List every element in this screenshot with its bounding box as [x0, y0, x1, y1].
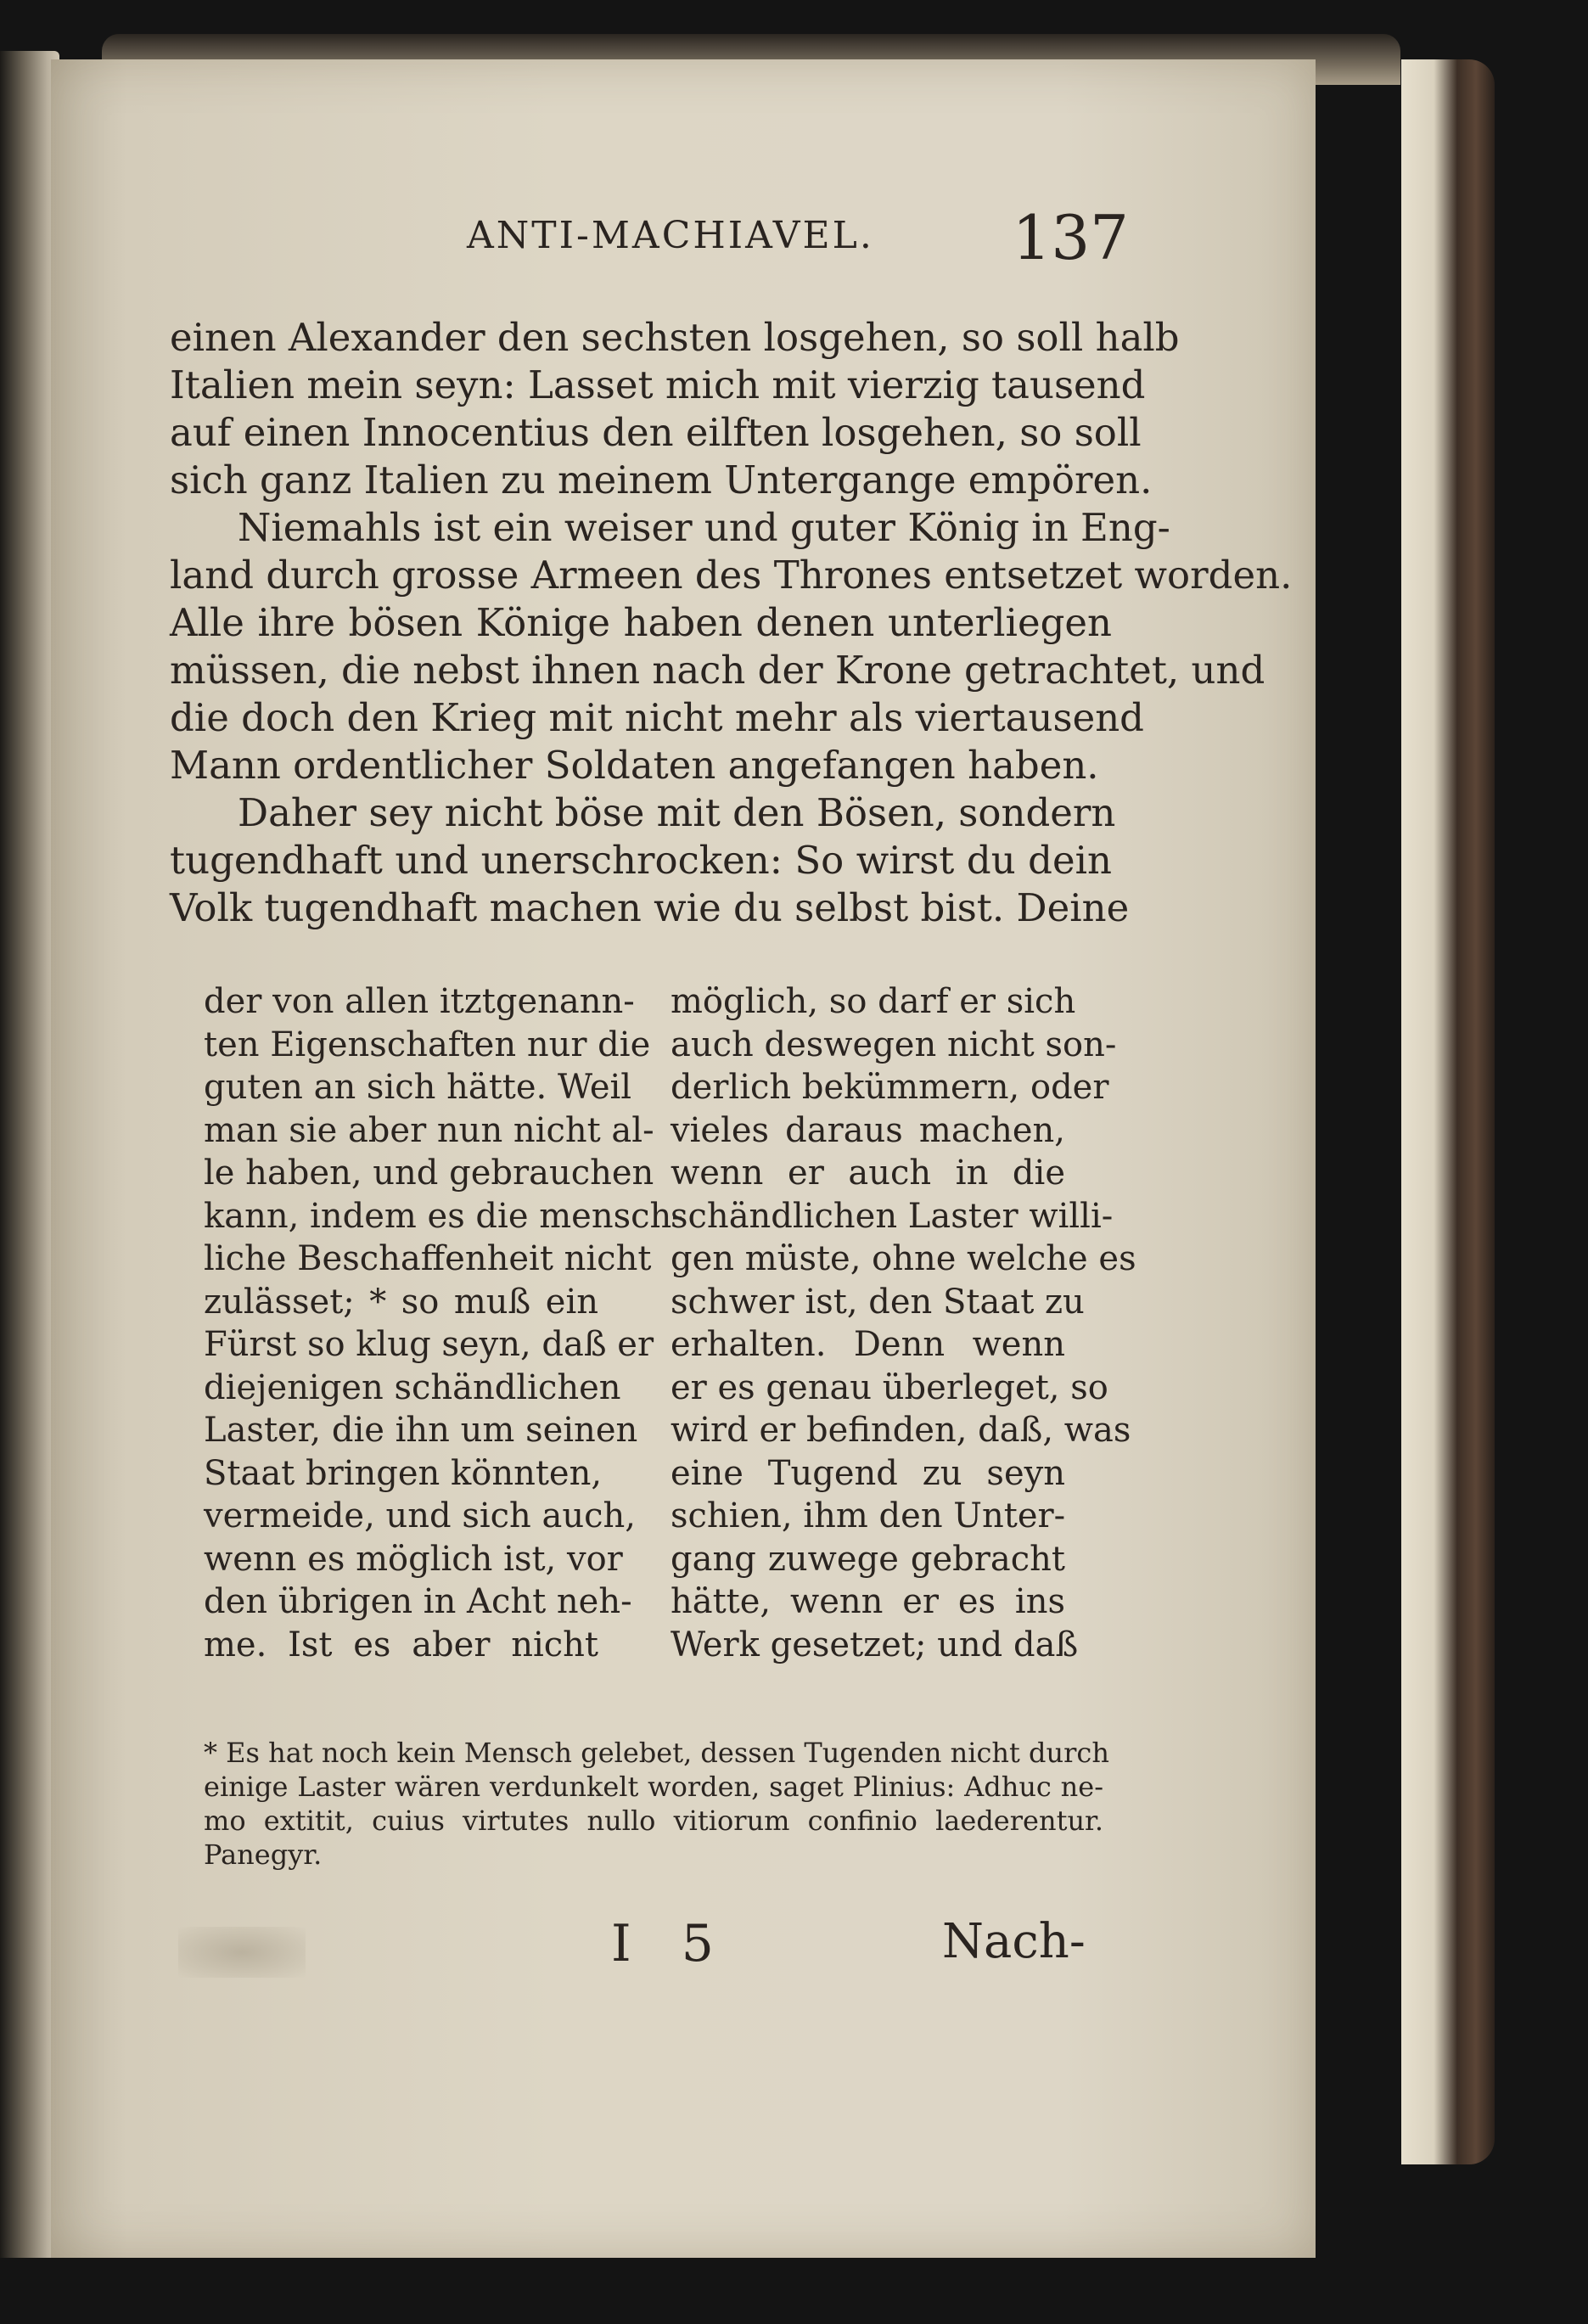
- column-line: diejenigen schändlichen: [204, 1367, 621, 1407]
- footnote-line: Panegyr.: [204, 1838, 323, 1871]
- right-column: [671, 980, 1136, 1666]
- column-line: vieles daraus machen,: [671, 1110, 1065, 1150]
- main-text-block: [170, 314, 1293, 932]
- column-line: eine Tugend zu seyn: [671, 1453, 1065, 1493]
- running-head: [416, 202, 1129, 278]
- column-line: Werk gesetzet; und daß: [671, 1625, 1079, 1664]
- column-line: wird er befinden, daß, was: [671, 1411, 1131, 1450]
- two-column-block: [204, 980, 1136, 1676]
- column-line: schändlichen Laster willi-: [671, 1196, 1114, 1236]
- column-line: möglich, so darf er sich: [671, 982, 1076, 1021]
- column-line: wenn es möglich ist, vor: [204, 1539, 623, 1579]
- book-page: [51, 59, 1316, 2258]
- footnote-line: einige Laster wären verdunkelt worden, saget Plinius: Adhuc ne-: [204, 1771, 1103, 1803]
- column-line: Fürst so klug seyn, daß er: [204, 1325, 654, 1364]
- column-line: me. Ist es aber nicht: [204, 1625, 598, 1664]
- text-line: land durch grosse Armeen des Thrones entsetzet worden.: [170, 553, 1293, 598]
- text-line: Italien mein seyn: Lasset mich mit vierzig tausend: [170, 362, 1146, 407]
- column-line: Laster, die ihn um seinen: [204, 1411, 638, 1450]
- text-line: müssen, die nebst ihnen nach der Krone getrachtet, und: [170, 648, 1265, 693]
- text-line: sich ganz Italien zu meinem Untergange empören.: [170, 458, 1153, 502]
- column-line: Staat bringen könnten,: [204, 1453, 603, 1493]
- column-line: ten Eigenschaften nur die: [204, 1024, 651, 1064]
- ink-smudge: [178, 1927, 306, 1978]
- column-line: kann, indem es die mensch-: [204, 1196, 683, 1236]
- column-line: erhalten. Denn wenn: [671, 1325, 1065, 1364]
- text-line: Alle ihre bösen Könige haben denen unterliegen: [170, 600, 1112, 645]
- column-line: le haben, und gebrauchen: [204, 1154, 654, 1193]
- column-line: vermeide, und sich auch,: [204, 1496, 637, 1535]
- column-line: der von allen itztgenann-: [204, 982, 635, 1021]
- column-line: er es genau überleget, so: [671, 1367, 1108, 1407]
- column-line: guten an sich hätte. Weil: [204, 1068, 632, 1107]
- column-line: auch deswegen nicht son-: [671, 1024, 1117, 1064]
- column-line: derlich bekümmern, oder: [671, 1068, 1109, 1107]
- text-line: Daher sey nicht böse mit den Bösen, sondern: [238, 790, 1116, 835]
- page-number: 137: [1012, 202, 1129, 273]
- footnote: [204, 1736, 1109, 1872]
- text-line: Volk tugendhaft machen wie du selbst bist. Deine: [170, 885, 1130, 930]
- footnote-line: * Es hat noch kein Mensch gelebet, dessen Tugenden nicht durch: [204, 1737, 1109, 1769]
- column-line: wenn er auch in die: [671, 1154, 1065, 1193]
- text-line: die doch den Krieg mit nicht mehr als viertausend: [170, 695, 1144, 740]
- column-line: zulässet; * so muß ein: [204, 1282, 598, 1322]
- column-line: den übrigen in Acht neh-: [204, 1582, 632, 1621]
- footnote-line: mo extitit, cuius virtutes nullo vitiorum confinio laederentur.: [204, 1805, 1103, 1837]
- left-column: [204, 980, 683, 1666]
- text-line: auf einen Innocentius den eilften losgehen, so soll: [170, 410, 1142, 455]
- catchword: Nach-: [942, 1914, 1086, 1969]
- book-cover-spine: [1401, 59, 1495, 2164]
- column-line: liche Beschaffenheit nicht: [204, 1239, 652, 1278]
- column-line: schien, ihm den Unter-: [671, 1496, 1066, 1535]
- text-line: Mann ordentlicher Soldaten angefangen haben.: [170, 743, 1099, 788]
- signature-mark: I 5: [611, 1914, 731, 1973]
- running-title: ANTI-MACHIAVEL.: [467, 214, 874, 257]
- column-line: hätte, wenn er es ins: [671, 1582, 1065, 1621]
- text-line: Niemahls ist ein weiser und guter König in Eng-: [238, 505, 1170, 550]
- text-line: einen Alexander den sechsten losgehen, so soll halb: [170, 315, 1180, 360]
- column-line: gen müste, ohne welche es: [671, 1239, 1136, 1278]
- column-line: schwer ist, den Staat zu: [671, 1282, 1085, 1322]
- column-line: gang zuwege gebracht: [671, 1539, 1065, 1579]
- text-line: tugendhaft und unerschrocken: So wirst du dein: [170, 838, 1112, 883]
- column-line: man sie aber nun nicht al-: [204, 1110, 654, 1150]
